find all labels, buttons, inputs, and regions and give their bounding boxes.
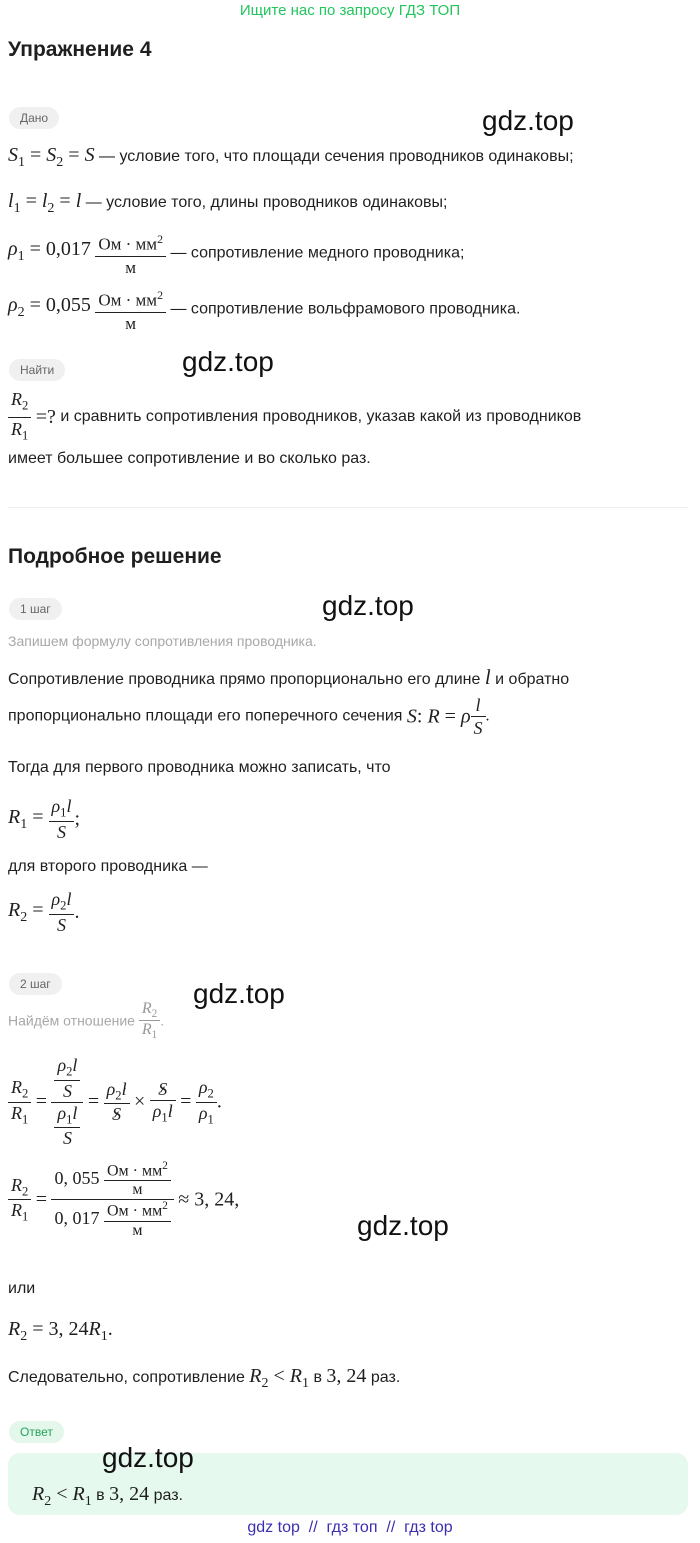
conclusion-a: Следовательно, сопротивление [8,1369,245,1386]
answer-c: раз. [153,1487,183,1504]
unit-den: м [125,257,137,277]
step2-hint-text: Найдём отношение [8,1012,135,1029]
step1-p1b: и обратно [495,671,570,688]
step1-p1a: Сопротивление проводника прямо пропорционально его длине [8,671,481,688]
watermark: gdz.top [322,590,414,621]
given-badge: Дано [9,107,59,129]
step2-hint: Найдём отношение $\frac{R_2}{R_1}$ . [8,1000,165,1042]
result-coeff: 3, 24 [48,1318,89,1340]
formula-r1: $R_1$ = $\frac{\rho_1l}{S}$ ; [8,796,81,842]
unit-num: Ом · мм [98,234,158,254]
watermark: gdz.top [193,978,285,1009]
conclusion: Следовательно, сопротивление $R_2 < R_1$ в 3, 24 раз. [8,1365,401,1391]
solution-title: Подробное решение [8,545,222,568]
answer-times: 3, 24 [109,1483,150,1505]
watermark: gdz.top [482,105,574,136]
watermark: gdz.top [102,1442,194,1473]
or-text: или [8,1280,36,1297]
given-area-text: — условие того, что площади сечения проводников одинаковы; [99,148,574,165]
rho1-value: 0,017 [45,238,91,261]
find-badge: Найти [9,359,65,381]
find-line1: и сравнить сопротивления проводников, указав какой из проводников [60,408,582,426]
given-line-rho2: $\rho_2 = 0,055$ $\frac{Ом \cdot мм^2}{м}$ — сопротивление вольфрамового проводника. [8,284,520,335]
step2-badge: 2 шаг [9,973,62,995]
step1-p3: Тогда для первого проводника можно записать, что [8,759,391,776]
conclusion-c: раз. [370,1369,401,1386]
top-banner[interactable]: Ищите нас по запросу ГДЗ ТОП [239,2,461,19]
ratio-numeric: $\frac{R_2}{R_1}$ = 0, 055 $\frac{Ом \cdot мм^2}{м}$ 0, 017 $\frac{Ом \cdot мм^2}{м}$ ≈ 3, 24, [8,1160,239,1240]
find-line: $\frac{R_2}{R_1}$ =? и сравнить сопротивления проводников, указав какой из проводников [8,388,581,446]
step1-p2-text: пропорционально площади его поперечного сечения [8,707,403,725]
given-line-rho1: $\rho_1 = 0,017$ $\frac{Ом \cdot мм^2}{м}$ — сопротивление медного проводника; [8,228,464,279]
divider [8,507,688,508]
watermark: gdz.top [182,346,274,377]
formula-r2: $R_2$ = $\frac{\rho_2l}{S}$ . [8,889,80,935]
footer-links[interactable]: gdz top // гдз топ // гдз top [247,1519,453,1536]
rho2-value: 0,055 [45,294,91,317]
given-line-area: $S_1 = S_2 = S$ — условие того, что площади сечения проводников одинаковы; [8,144,574,170]
given-line-length: $l_1 = l_2 = l$ — условие того, длины проводников одинаковы; [8,190,448,216]
approx-value: 3, 24 [194,1188,235,1211]
step1-p4: для второго проводника — [8,858,208,875]
step1-p2: пропорционально площади его поперечного сечения S: R = ρ $\frac{l}{S}$ . [8,695,490,738]
step1-badge: 1 шаг [9,598,62,620]
conclusion-b: в [313,1369,322,1386]
page-title: Упражнение 4 [8,38,152,61]
result-formula: $R_2 = 3$, $24R_1$. [8,1318,113,1344]
answer-b: в [96,1487,105,1504]
find-line2: имеет большее сопротивление и во сколько раз. [8,450,371,467]
ratio-derivation: $\frac{R_2}{R_1}$ = $\frac{\frac{\rho_2l}{S}}{\frac{\rho_1l}{S}}$ = $\frac{\rho_2l}{S}$ × $\frac{S}{\rho_1l}$ = $\frac{\rho_2}{\rho_1}$ . [8,1055,222,1149]
conclusion-value: 3, 24 [326,1365,367,1387]
rho1-text: — сопротивление медного проводника; [170,244,465,262]
rho2-text: — сопротивление вольфрамового проводника. [170,300,521,318]
step1-p1: Сопротивление проводника прямо пропорционально его длине l и обратно [8,665,570,689]
answer-text: $R_2 < R_1$ в 3, 24 раз. [32,1483,183,1509]
answer-badge: Ответ [9,1421,64,1443]
watermark: gdz.top [357,1210,449,1241]
step1-hint: Запишем формулу сопротивления проводника. [8,633,317,649]
given-length-text: — условие того, длины проводников одинаковы; [85,194,448,211]
